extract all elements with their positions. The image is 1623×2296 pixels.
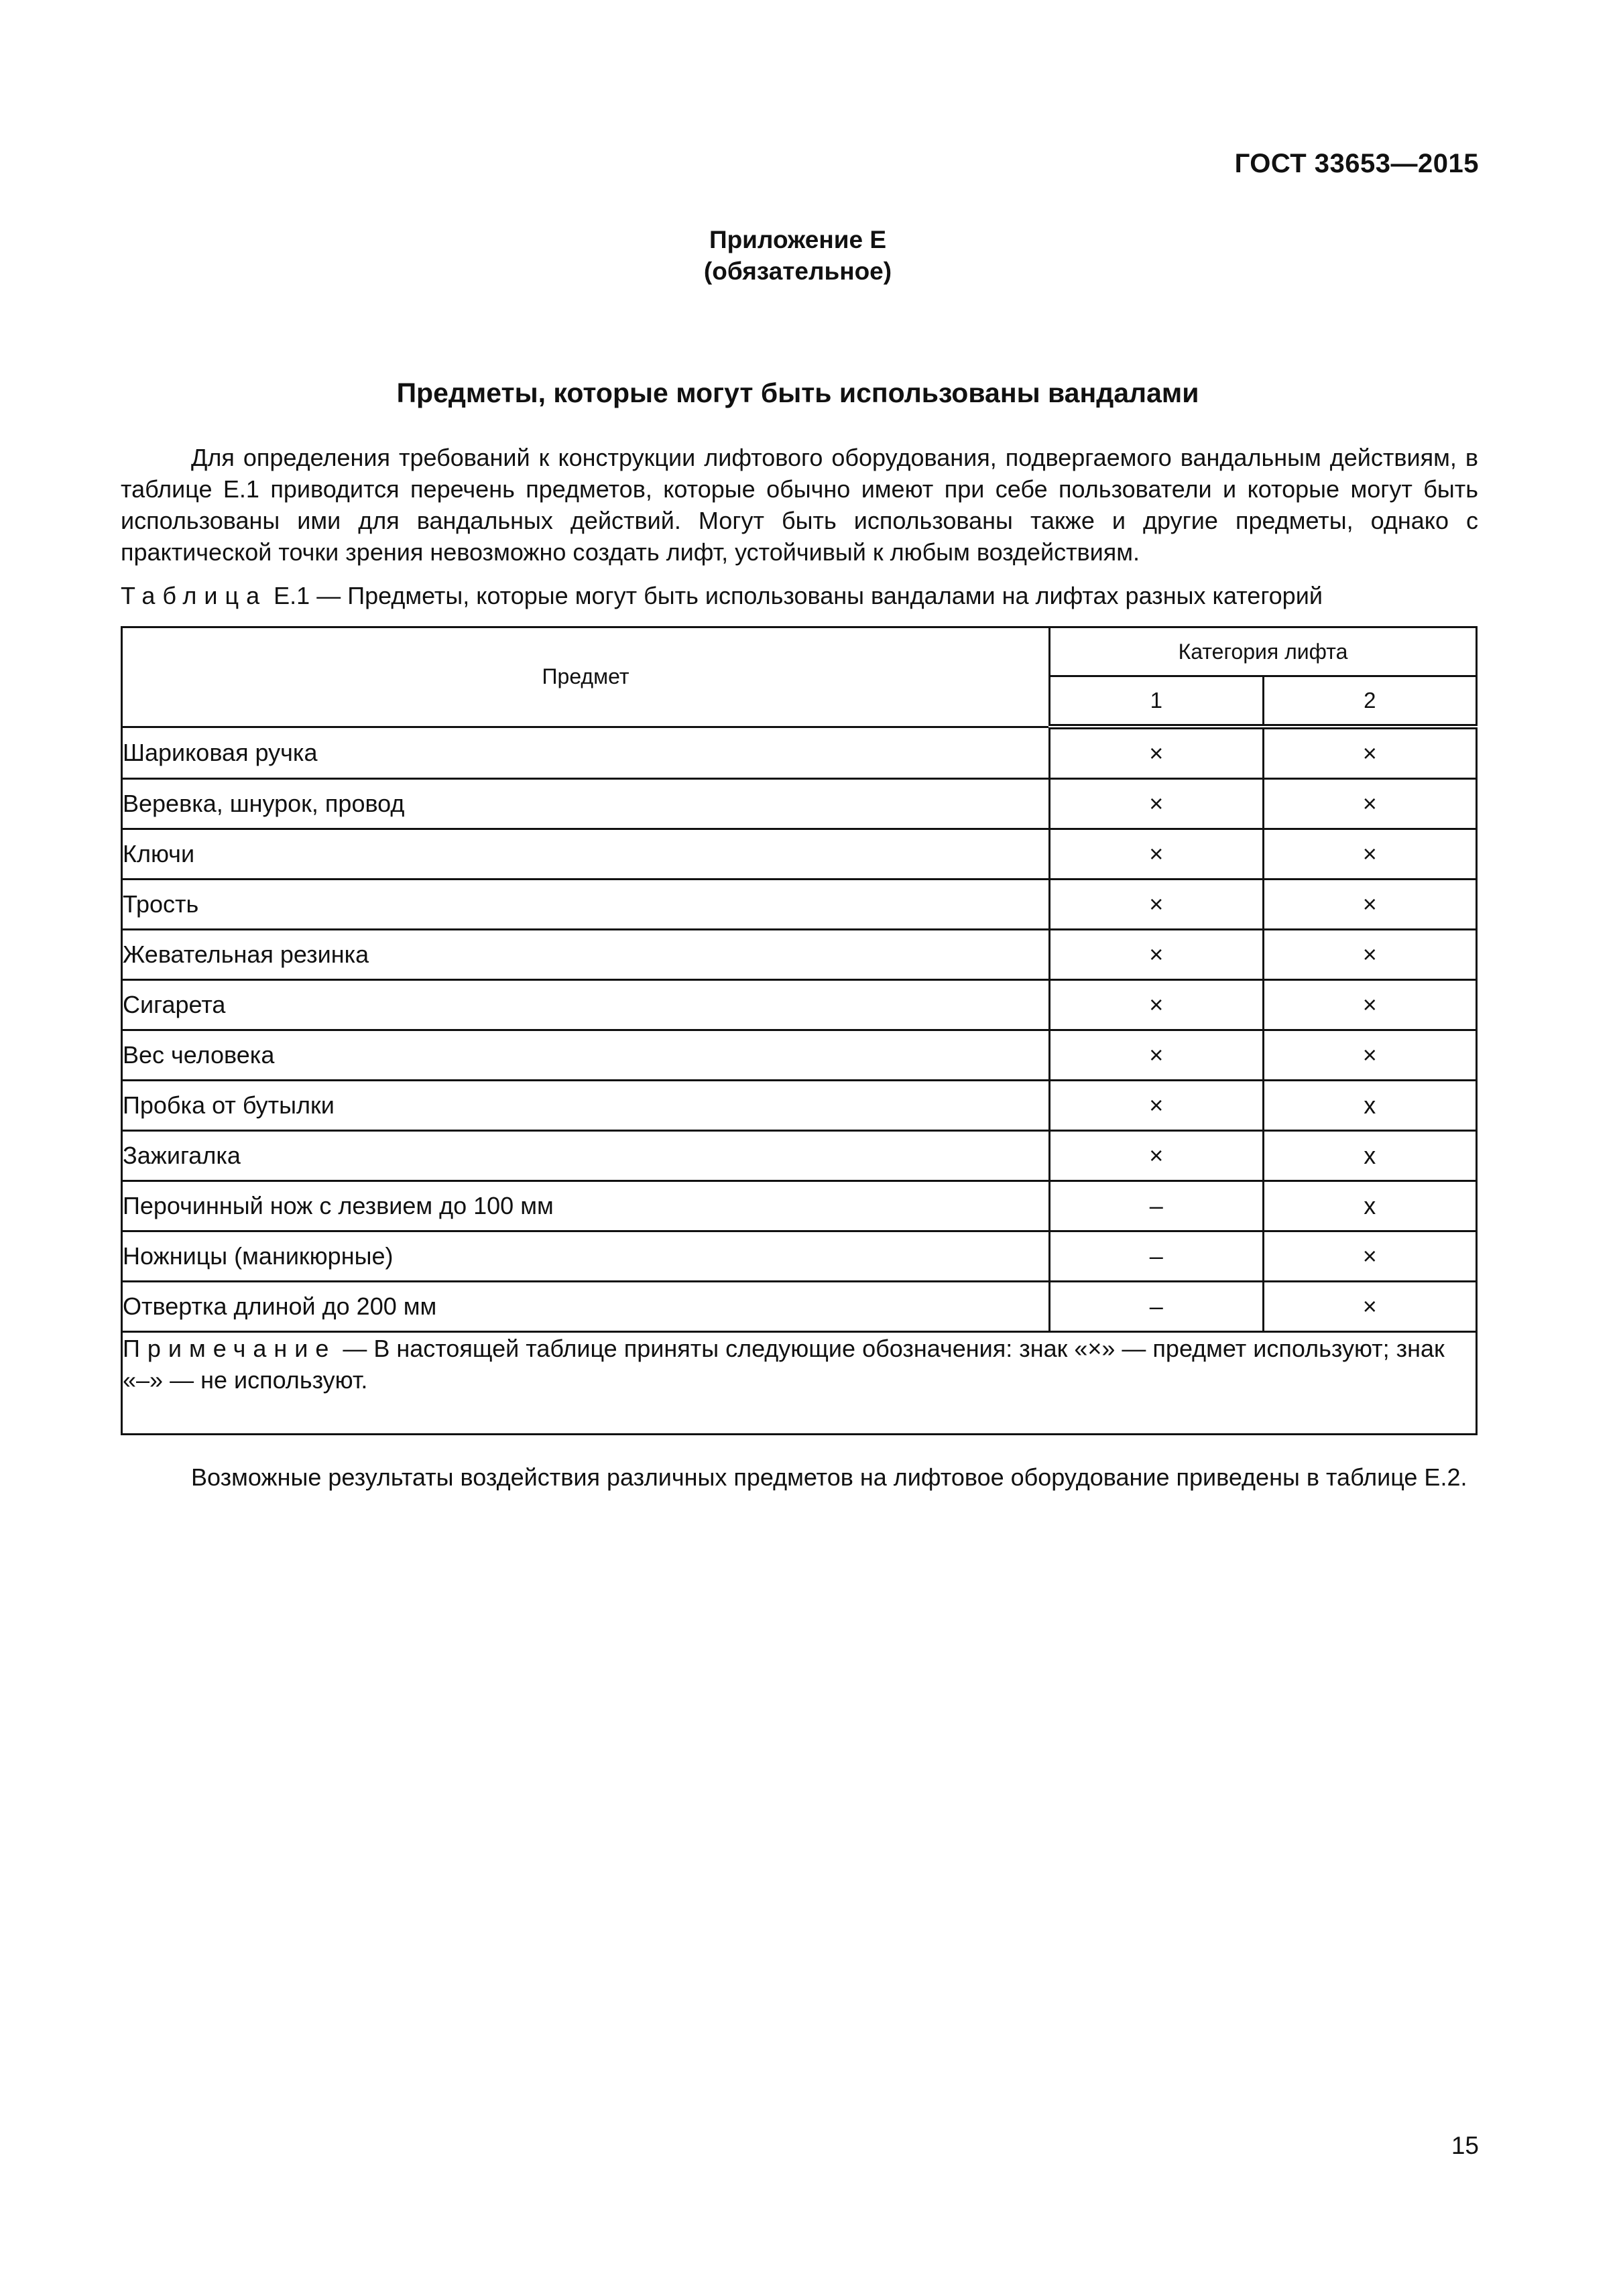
category-2-mark: x [1263, 1181, 1477, 1231]
category-1-mark: × [1050, 1081, 1264, 1131]
header-category: Категория лифта [1050, 627, 1477, 676]
table-note-row [122, 1332, 1477, 1435]
category-1-mark: × [1050, 829, 1264, 880]
category-1-mark: × [1050, 1131, 1264, 1181]
category-2-mark: x [1263, 1131, 1477, 1181]
category-1-mark: – [1050, 1181, 1264, 1231]
header-category-1: 1 [1050, 676, 1264, 727]
header-subject: Предмет [122, 627, 1050, 727]
header-category-2: 2 [1263, 676, 1477, 727]
category-2-mark: × [1263, 980, 1477, 1030]
vandal-items-table [121, 626, 1478, 1435]
table-row [122, 727, 1477, 779]
table-note [122, 1332, 1477, 1435]
table-caption [121, 582, 1488, 610]
category-2-mark: × [1263, 1231, 1477, 1282]
item-name: Шариковая ручка [122, 727, 1050, 779]
standard-id: ГОСТ 33653—2015 [1234, 149, 1479, 178]
table-caption-label: Таблица [121, 582, 267, 609]
annex-status: (обязательное) [703, 257, 892, 285]
item-name: Зажигалка [122, 1131, 1050, 1181]
table-row [122, 880, 1477, 930]
category-1-mark: × [1050, 1030, 1264, 1081]
item-name: Веревка, шнурок, провод [122, 779, 1050, 829]
category-2-mark: × [1263, 779, 1477, 829]
category-2-mark: × [1263, 880, 1477, 930]
item-name: Отвертка длиной до 200 мм [122, 1282, 1050, 1332]
category-1-mark: × [1050, 980, 1264, 1030]
category-2-mark: × [1263, 1282, 1477, 1332]
table-row [122, 1081, 1477, 1131]
item-name: Сигарета [122, 980, 1050, 1030]
intro-paragraph [121, 442, 1478, 568]
category-1-mark: × [1050, 727, 1264, 779]
table-row [122, 1181, 1477, 1231]
outro-paragraph [121, 1461, 1478, 1493]
table-row [122, 1231, 1477, 1282]
table-caption-text: Е.1 — Предметы, которые могут быть использованы вандалами на лифтах разных категорий [274, 582, 1323, 609]
table-row [122, 930, 1477, 980]
category-2-mark: × [1263, 930, 1477, 980]
intro-paragraph-text: Для определения требований к конструкции лифтового оборудования, подвергаемого вандальным действиям, в таблице Е.1 приводится перечень предметов, которые обычно имеют при себе пользователи и которые могут быть использованы ими для вандальных действий. Могут быть использованы также и другие предметы, однако с практической точки зрения невозможно создать лифт, устойчивый к любым воздействиям. [121, 444, 1478, 566]
table-note-label: Примечание [123, 1335, 337, 1362]
category-1-mark: – [1050, 1231, 1264, 1282]
category-1-mark: × [1050, 880, 1264, 930]
table-row [122, 829, 1477, 880]
item-name: Жевательная резинка [122, 930, 1050, 980]
table-row [122, 1282, 1477, 1332]
category-2-mark: x [1263, 1081, 1477, 1131]
item-name: Вес человека [122, 1030, 1050, 1081]
category-2-mark: × [1263, 829, 1477, 880]
outro-paragraph-text: Возможные результаты воздействия различных предметов на лифтовое оборудование приведены в таблице Е.2. [191, 1463, 1467, 1491]
table-row [122, 779, 1477, 829]
item-name: Ножницы (маникюрные) [122, 1231, 1050, 1282]
item-name: Перочинный нож с лезвием до 100 мм [122, 1181, 1050, 1231]
annex-heading [0, 224, 1596, 287]
table-note-text: — В настоящей таблице приняты следующие обозначения: знак «×» — предмет используют; знак «–» — не используют. [123, 1335, 1445, 1394]
table-row [122, 980, 1477, 1030]
table-row [122, 1131, 1477, 1181]
item-name: Трость [122, 880, 1050, 930]
table-row [122, 1030, 1477, 1081]
annex-title: Приложение Е [709, 226, 887, 253]
item-name: Пробка от бутылки [122, 1081, 1050, 1131]
category-2-mark: × [1263, 727, 1477, 779]
category-2-mark: × [1263, 1030, 1477, 1081]
category-1-mark: – [1050, 1282, 1264, 1332]
item-name: Ключи [122, 829, 1050, 880]
category-1-mark: × [1050, 930, 1264, 980]
section-title: Предметы, которые могут быть использованы вандалами [396, 377, 1199, 408]
page-number: 15 [1451, 2132, 1479, 2159]
category-1-mark: × [1050, 779, 1264, 829]
